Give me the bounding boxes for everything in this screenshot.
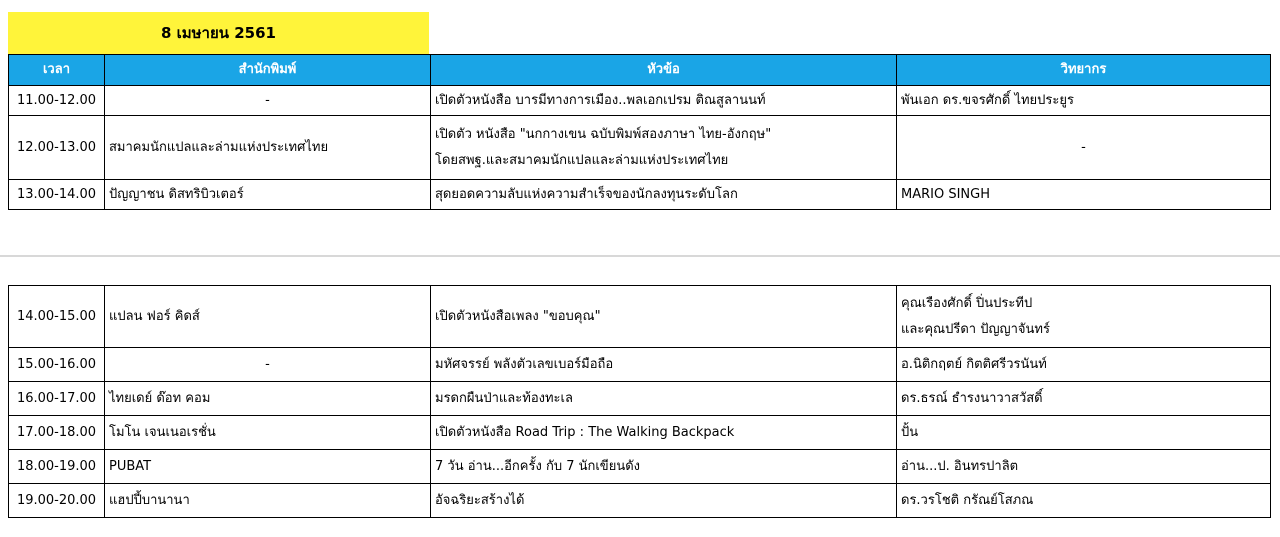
publisher-cell: -	[105, 86, 431, 116]
topic-cell	[431, 382, 897, 416]
table-row	[9, 286, 1271, 348]
speaker-line: อ่าน...ป. อินทรปาลิต	[901, 458, 1019, 474]
speaker-cell	[897, 180, 1271, 210]
schedule-table-1	[8, 54, 1271, 210]
topic-line: มหัศจรรย์ พลังตัวเลขเบอร์มือถือ	[435, 356, 614, 372]
topic-cell	[431, 450, 897, 484]
publisher-cell: โมโน เจนเนอเรชั่น	[105, 416, 431, 450]
publisher-cell: -	[105, 348, 431, 382]
table-row	[9, 382, 1271, 416]
table-row	[9, 348, 1271, 382]
topic-cell	[431, 86, 897, 116]
speaker-line: ดร.วรโชติ กรัณย์โสภณ	[901, 492, 1034, 508]
topic-cell	[431, 348, 897, 382]
header-speaker: วิทยากร	[897, 55, 1271, 86]
time-cell: 14.00-15.00	[9, 286, 105, 348]
speaker-line: ดร.ธรณ์ ธำรงนาวาสวัสดิ์	[901, 390, 1043, 406]
topic-line: มรดกผืนป่าและท้องทะเล	[435, 390, 573, 406]
topic-cell	[431, 180, 897, 210]
speaker-line: -	[1081, 139, 1086, 155]
time-cell: 15.00-16.00	[9, 348, 105, 382]
speaker-cell	[897, 416, 1271, 450]
date-banner: 8 เมษายน 2561	[8, 12, 429, 54]
speaker-cell	[897, 86, 1271, 116]
schedule-table-2	[8, 285, 1271, 518]
topic-cell	[431, 286, 897, 348]
time-cell: 13.00-14.00	[9, 180, 105, 210]
publisher-cell: ปัญญาชน ดิสทริบิวเตอร์	[105, 180, 431, 210]
topic-line: เปิดตัวหนังสือ Road Trip : The Walking Backpack	[435, 424, 735, 440]
topic-line: เปิดตัวหนังสือเพลง "ขอบคุณ"	[435, 308, 601, 324]
table-row	[9, 116, 1271, 180]
topic-line: สุดยอดความลับแห่งความสำเร็จของนักลงทุนระดับโลก	[435, 186, 738, 202]
time-cell: 17.00-18.00	[9, 416, 105, 450]
speaker-cell	[897, 348, 1271, 382]
publisher-cell: ไทยเดย์ ด๊อท คอม	[105, 382, 431, 416]
speaker-line: พันเอก ดร.ขจรศักดิ์ ไทยประยูร	[901, 92, 1074, 108]
speaker-cell	[897, 286, 1271, 348]
time-cell: 16.00-17.00	[9, 382, 105, 416]
header-topic: หัวข้อ	[431, 55, 897, 86]
time-cell: 19.00-20.00	[9, 484, 105, 518]
publisher-cell: PUBAT	[105, 450, 431, 484]
publisher-cell: แปลน ฟอร์ คิดส์	[105, 286, 431, 348]
time-cell: 18.00-19.00	[9, 450, 105, 484]
speaker-line: MARIO SINGH	[901, 186, 991, 202]
header-time: เวลา	[9, 55, 105, 86]
header-publisher: สำนักพิมพ์	[105, 55, 431, 86]
topic-cell	[431, 484, 897, 518]
topic-line: อัจฉริยะสร้างได้	[435, 492, 525, 508]
header-row	[9, 55, 1271, 86]
topic-cell	[431, 416, 897, 450]
speaker-line: และคุณปรีดา ปัญญาจันทร์	[901, 321, 1050, 337]
topic-cell	[431, 116, 897, 180]
publisher-cell: แฮปปี้บานานา	[105, 484, 431, 518]
speaker-line: อ.นิติกฤตย์ กิตติศรีวรนันท์	[901, 356, 1047, 372]
speaker-cell	[897, 382, 1271, 416]
table-row	[9, 450, 1271, 484]
table-row	[9, 86, 1271, 116]
time-cell: 12.00-13.00	[9, 116, 105, 180]
speaker-cell	[897, 484, 1271, 518]
speaker-line: คุณเรืองศักดิ์ ปิ่นประทีป	[901, 295, 1033, 311]
speaker-line: ปั้น	[901, 424, 919, 440]
speaker-cell	[897, 450, 1271, 484]
topic-line: เปิดตัว หนังสือ "นกกางเขน ฉบับพิมพ์สองภาษา ไทย-อังกฤษ"	[435, 126, 772, 142]
table-row	[9, 484, 1271, 518]
topic-line: โดยสพฐ.และสมาคมนักแปลและล่ามแห่งประเทศไทย	[435, 152, 729, 168]
table-row	[9, 180, 1271, 210]
time-cell: 11.00-12.00	[9, 86, 105, 116]
publisher-cell: สมาคมนักแปลและล่ามแห่งประเทศไทย	[105, 116, 431, 180]
topic-line: เปิดตัวหนังสือ บารมีทางการเมือง..พลเอกเปรม ติณสูลานนท์	[435, 92, 766, 108]
table-row	[9, 416, 1271, 450]
section-divider	[0, 255, 1280, 257]
speaker-cell	[897, 116, 1271, 180]
topic-line: 7 วัน อ่าน...อีกครั้ง กับ 7 นักเขียนดัง	[435, 458, 640, 474]
